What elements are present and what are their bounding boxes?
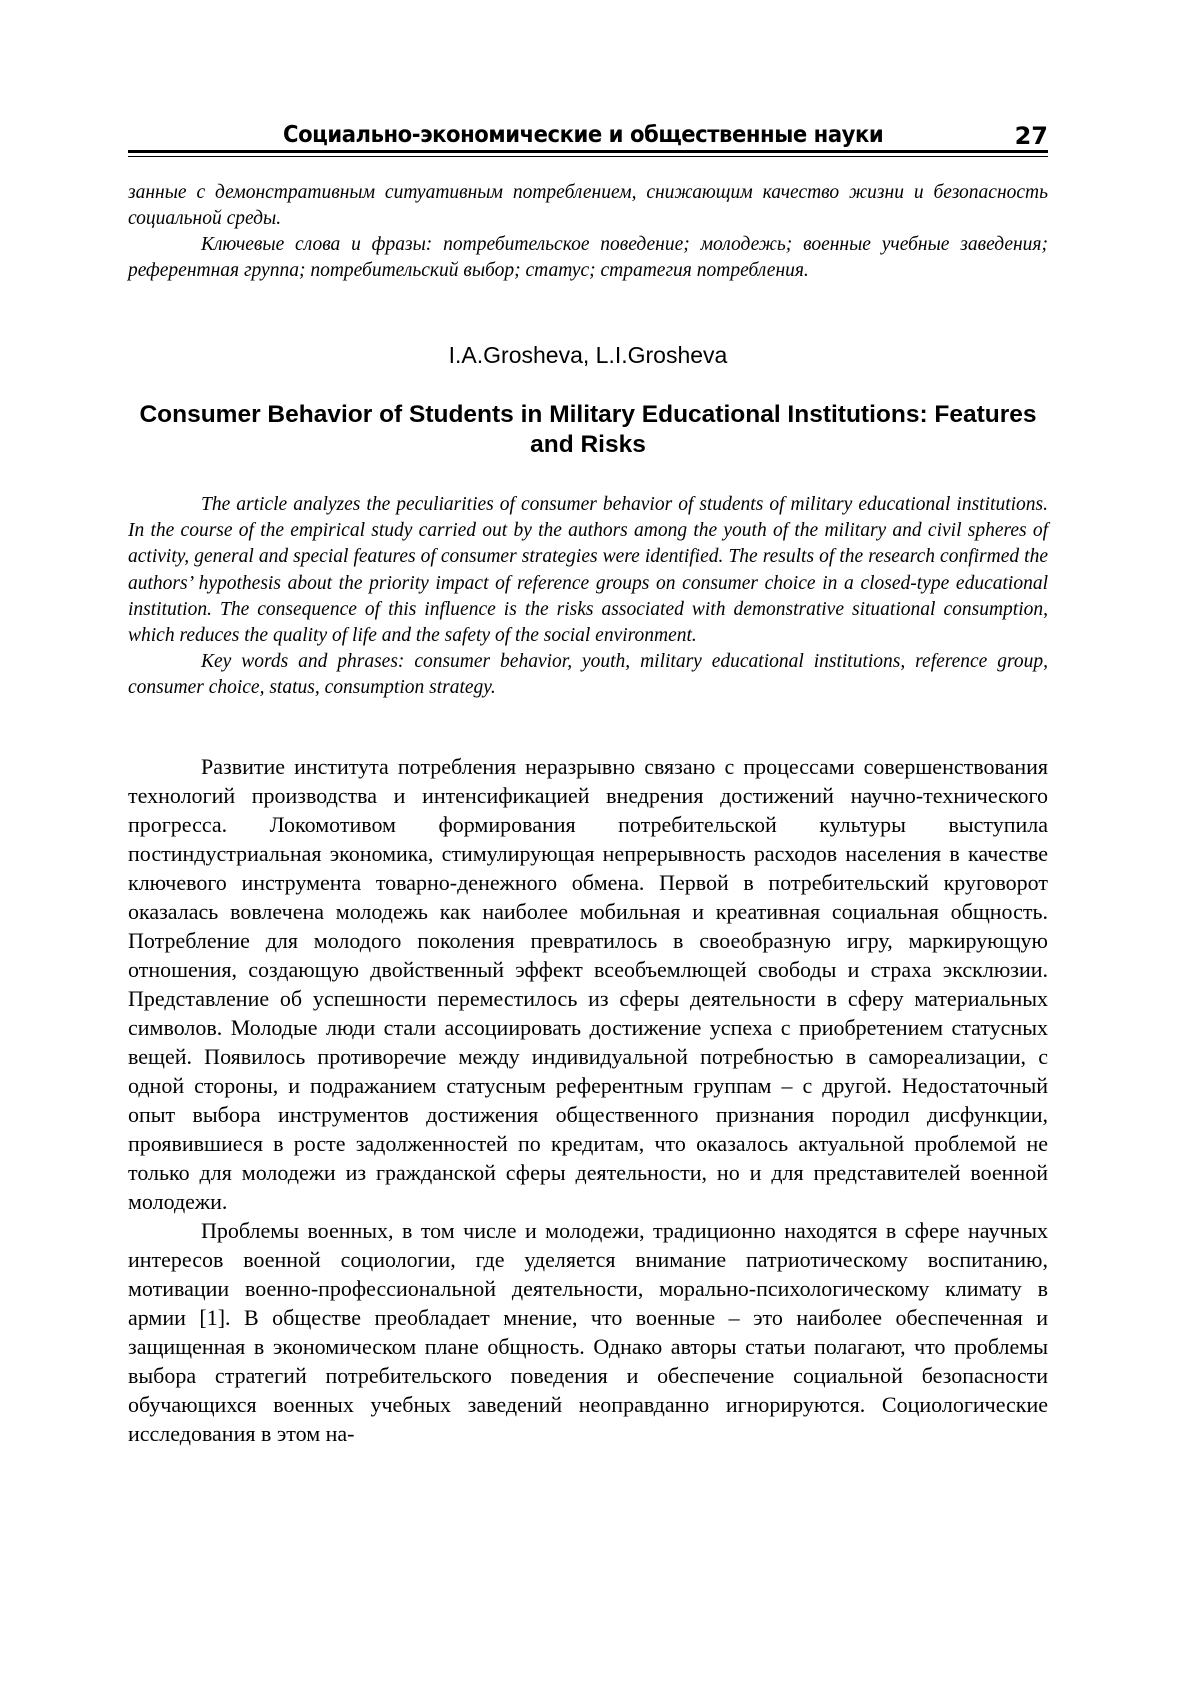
abstract-text: The article analyzes the peculiarities of consumer behavior of students of military educational institutions. In the course of the empirical study carried out by the authors among the youth of the military and civil spheres of activity, general and special features of consumer strategies were identified. The results of the research confirmed the authors’ hypothesis about the priority impact of reference groups on consumer choice in a closed-type educational institution. The consequence of this influence is the risks associated with demonstrative situational consumption, which reduces the quality of life and the safety of the social environment. [128, 494, 1048, 647]
english-abstract [128, 492, 1048, 702]
body-paragraph-1: Развитие института потребления неразрывно связано с процессами совершенствования технологий производства и интенсификацией внедрения достижений научно-технического прогресса. Локомотивом формирования потребительской культуры выступила постиндустриальная экономика, стимулирующая непрерывность расходов населения в качестве ключевого инструмента товарно-денежного обмена. Первой в потребительский круговорот оказалась вовлечена молодежь как наиболее мобильная и креативная социальная общность. Потребление для молодого поколения превратилось в своеобразную игру, маркирующую отношения, создающую двойственный эффект всеобъемлющей свободы и страха эксклюзии. Представление об успешности переместилось из сферы деятельности в сферу материальных символов. Молодые люди стали ассоциировать достижение успеха с приобретением статусных вещей. Появилось противоречие между индивидуальной потребностью в самореализации, с одной стороны, и подражанием статусным референтным группам – с другой. Недостаточный опыт выбора инструментов достижения общественного признания породил дисфункции, проявившиеся в росте задолженностей по кредитам, что оказалось актуальной проблемой не только для молодежи из гражданской сферы деятельности, но и для представителей военной молодежи. [128, 754, 1048, 1214]
russian-abstract-continuation: занные с демонстративным ситуативным потреблением, снижающим качество жизни и безопасность социальной среды. [128, 182, 1048, 229]
header-rule [128, 150, 1048, 153]
body-paragraph-2: Проблемы военных, в том числе и молодежи, традиционно находятся в сфере научных интересов военной социологии, где уделяется внимание патриотическому воспитанию, мотивации военно-профессиональной деятельности, морально-психологическому климату в армии [1]. В обществе преобладает мнение, что военные – это наиболее обеспеченная и защищенная в экономическом плане общность. Однако авторы статьи полагают, что проблемы выбора стратегий потребительского поведения и обеспечение социальной безопасности обучающихся военных учебных заведений неоправданно игнорируются. Социологические исследования в этом на- [128, 1218, 1048, 1446]
page-number: 27 [1014, 122, 1048, 150]
body-text [128, 752, 1048, 1448]
running-title: Социально-экономические и общественные науки [283, 122, 884, 148]
russian-abstract-tail [128, 180, 1048, 284]
article-title: Consumer Behavior of Students in Military Educational Institutions: Features and Risks [139, 401, 1037, 458]
russian-keywords: Ключевые слова и фразы: потребительское поведение; молодежь; военные учебные заведения; референтная группа; потребительский выбор; статус; стратегия потребления. [128, 234, 1048, 281]
authors: I.A.Grosheva, L.I.Grosheva [448, 342, 728, 368]
header-rule-thin [128, 156, 1048, 157]
english-keywords: Key words and phrases: consumer behavior, youth, military educational institutions, reference group, consumer choice, status, consumption strategy. [128, 651, 1048, 699]
running-header [128, 122, 1048, 152]
